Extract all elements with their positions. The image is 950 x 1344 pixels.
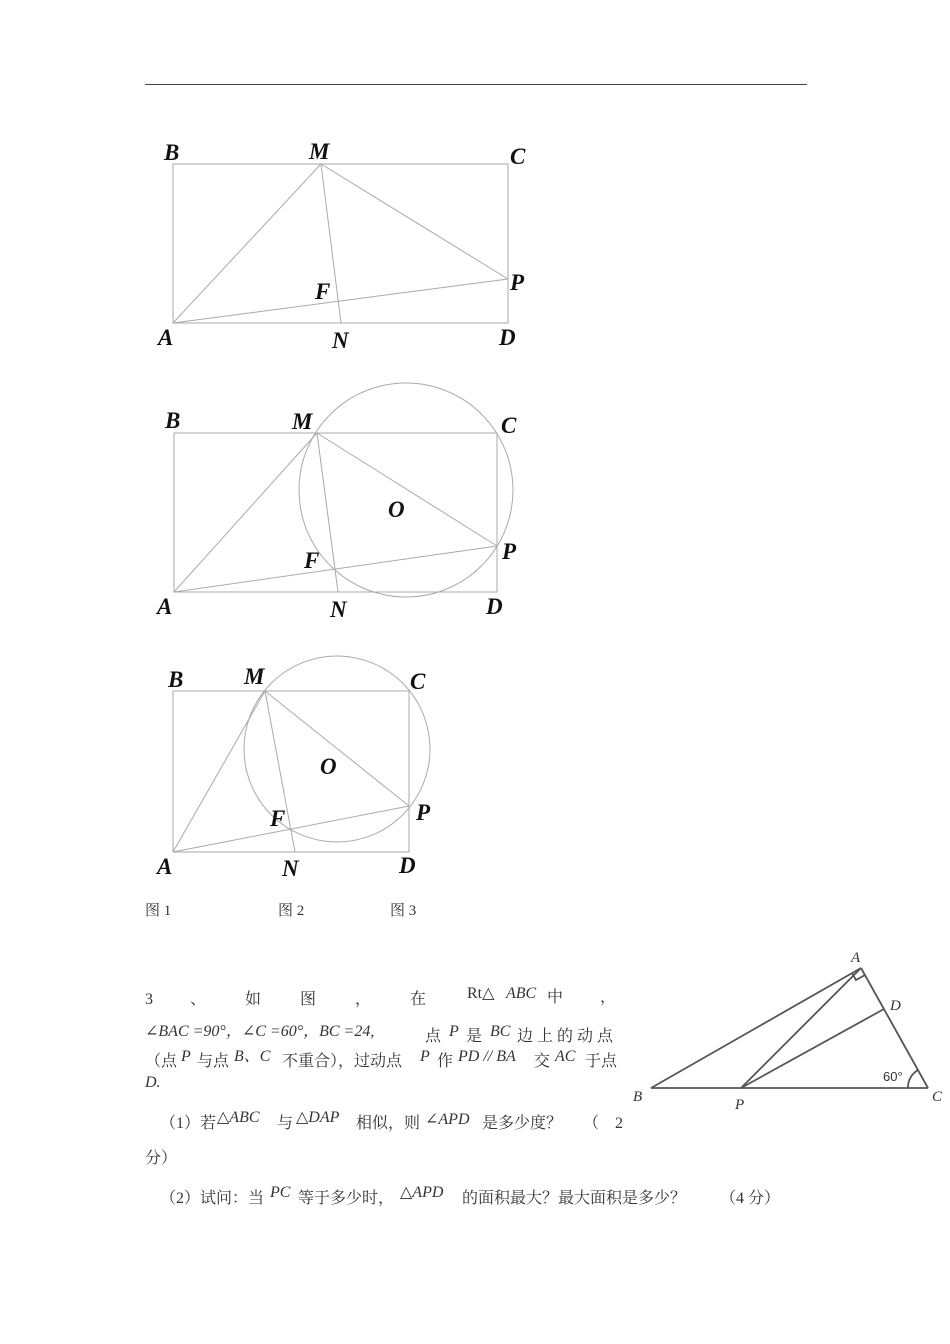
problem-abc: ABC	[506, 985, 537, 1002]
fig2-label-f: F	[304, 548, 320, 573]
tri-angle-label: 60°	[883, 1069, 903, 1084]
problem-line-3-bc: B、C	[234, 1048, 271, 1065]
tri-line-pa	[741, 968, 861, 1088]
question-1-apd: ∠APD	[425, 1111, 470, 1128]
tri-label-p: P	[735, 1097, 745, 1113]
fig3-label-b: B	[168, 667, 184, 692]
fig3-label-o: O	[320, 754, 337, 779]
question-2-score: （4 分）	[720, 1190, 781, 1207]
caption-figure-3: 图 3	[390, 903, 417, 919]
tri-label-a: A	[851, 950, 861, 966]
problem-line-3-jiao: 交	[534, 1053, 551, 1070]
question-1-ask: 是多少度？	[482, 1115, 563, 1132]
fig1-label-n: N	[332, 328, 349, 353]
problem-line-3-ac: AC	[555, 1048, 576, 1065]
problem-line-2-bc: BC	[490, 1023, 511, 1040]
caption-figure-2: 图 2	[278, 903, 305, 919]
fig2-label-p: P	[502, 539, 517, 564]
problem-rt: Rt△	[467, 985, 495, 1002]
problem-separator: 、	[190, 991, 207, 1008]
problem-number: 3	[145, 991, 153, 1008]
problem-comma: ，	[355, 991, 372, 1008]
fig1-label-p: P	[510, 270, 525, 295]
fig1-label-f: F	[315, 279, 331, 304]
problem-line-2-angles: ∠BAC =90°，∠C =60°，BC =24,	[145, 1023, 375, 1040]
fig3-label-d: D	[399, 853, 416, 878]
problem-word-ru: 如	[245, 991, 262, 1008]
question-2-start: （2）试问：当	[160, 1190, 265, 1207]
problem-line-3-p: P	[181, 1048, 191, 1065]
fig1-label-m: M	[309, 139, 330, 164]
question-1-similar: 相似，则	[356, 1115, 421, 1132]
problem-line-2-shi: 是	[466, 1028, 483, 1045]
problem-word-zai: 在	[410, 991, 427, 1008]
fig3-label-f: F	[270, 806, 286, 831]
caption-figure-1: 图 1	[145, 903, 172, 919]
problem-line-3-yudian-2: 于点	[585, 1053, 618, 1070]
question-1-score: （ 2	[583, 1115, 624, 1132]
problem-line-3-pd-ba: PD // BA	[458, 1048, 516, 1065]
tri-side-ba	[651, 968, 861, 1088]
question-1-yu: 与	[277, 1115, 294, 1132]
question-1-abc: △ABC	[217, 1109, 260, 1126]
question-2-apd: △APD	[400, 1184, 444, 1201]
fig3-label-a: A	[157, 854, 173, 879]
problem-zhong: 中	[547, 989, 564, 1006]
problem-line-3-mid: 不重合），过动点	[282, 1053, 403, 1070]
fig1-label-d: D	[499, 325, 516, 350]
fig3-label-n: N	[282, 856, 299, 881]
fig2-label-m: M	[292, 409, 313, 434]
problem-line-4: D.	[145, 1074, 161, 1091]
problem-word-tu: 图	[300, 991, 317, 1008]
fig3-label-c: C	[410, 669, 426, 694]
fig2-label-b: B	[165, 408, 181, 433]
problem-comma-2: ，	[600, 989, 617, 1006]
fig1-label-c: C	[510, 144, 526, 169]
fig3-label-m: M	[244, 664, 265, 689]
question-2-pc: PC	[270, 1184, 291, 1201]
problem-line-3-yudian: 与点	[197, 1053, 230, 1070]
question-1-score-end: 分）	[145, 1150, 178, 1167]
problem-line-3-zuo: 作	[437, 1053, 454, 1070]
tri-line-pd	[741, 1009, 884, 1088]
fig2-label-d: D	[486, 594, 503, 619]
fig1-label-a: A	[158, 325, 174, 350]
problem-line-3-start: （点	[145, 1053, 178, 1070]
problem-line-2-rest: 边 上 的 动 点	[517, 1028, 614, 1045]
tri-angle-arc	[908, 1070, 918, 1088]
question-2-ask: 的面积最大？最大面积是多少？	[462, 1190, 687, 1207]
question-1-start: （1）若	[160, 1115, 217, 1132]
question-1-dap: △DAP	[296, 1109, 340, 1126]
question-2-mid: 等于多少时，	[298, 1190, 395, 1207]
fig2-label-o: O	[388, 497, 405, 522]
problem-line-3-p-2: P	[420, 1048, 430, 1065]
fig3-label-p: P	[416, 800, 431, 825]
fig2-label-n: N	[330, 597, 347, 622]
problem-line-2-dian: 点	[425, 1028, 442, 1045]
tri-label-d: D	[890, 998, 901, 1014]
problem-line-2-p: P	[449, 1023, 459, 1040]
tri-label-b: B	[633, 1089, 643, 1105]
tri-label-c: C	[932, 1089, 943, 1105]
fig2-label-a: A	[157, 594, 173, 619]
fig2-label-c: C	[501, 413, 517, 438]
fig1-label-b: B	[164, 140, 180, 165]
